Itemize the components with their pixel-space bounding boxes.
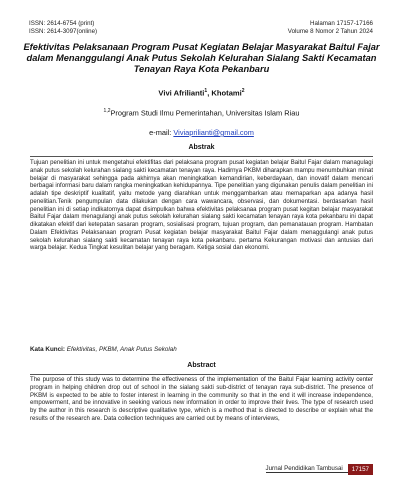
author-1-sup: 1 bbox=[204, 88, 208, 94]
abstract-heading: Abstract bbox=[187, 362, 216, 369]
affiliation-sup: 1,2 bbox=[103, 108, 111, 114]
author-list bbox=[0, 88, 403, 98]
email-line bbox=[0, 128, 403, 137]
email-label: e-mail: bbox=[149, 128, 174, 137]
author-2: , Khotami bbox=[207, 88, 242, 98]
affiliation bbox=[0, 108, 403, 117]
page-number: 17157 bbox=[348, 464, 373, 475]
keywords bbox=[30, 346, 373, 353]
page-range: Halaman 17157-17166 bbox=[310, 20, 373, 27]
abstrak-text: Tujuan penelitian ini untuk mengetahui efektifitas dari pelaksana program pusat kegiatan belajar Baitul Fajar dalam managulagi anak putus sekolah kelurahan sialang sakti kecamatan tenayan raya. Hadirnya PKBM diharapkan mampu menumbuhkan minat belajar di masyarakat sehingga pada akhirnya akan meningkatkan kemandirian, keberdayaan, dan inovatif dalam mencari berbagai informasi baru dalam rangka meningkatkan kehidupannya. Tipe penelitian yang digunakan penulis dalam penelitian ini adalah tipe deskriptif kualitatif, yaitu metode yang diarahkan untuk menggambarkan atau memaparkan apa adanya hasil penelitian.Tenik pengumpulan data dilakukan dengan cara wawancara, observasi, dan dokumentasi. berdasarkan hasil penelitian ini di setiap indikatornya dapat disimpulkan bahwa efektivitas pelaksanaa program pusat kegitan belajar masyarakat Baitul Fajar dalam menagulangi anak putus sekolah kelurahan sialang sakti kecamatan tenayan raya kota pekanbaru ini dapat dikatakan efektif dari ketepatan sasaran program, sosialisasi program, tujuan program, dan pemanatauan program. Hambatan Dalam Efektivitas Pelaksanaan program Pusat kegiatan belajar masyarakat Baitul Fajar dalam menaggulangi anak putus sekolah kelurahan sialang sakti kecamatan tenayan raya kota pekanbaru. pertama Kekurangan motivasi dan antusias dari warga belajar. Kedua Tingkat kesulitan belajar yang beragam. Ketiga sosial dan ekonomi. bbox=[30, 160, 373, 252]
page-footer bbox=[266, 464, 374, 474]
author-1: Vivi Afrilianti bbox=[158, 88, 205, 98]
issn-online: ISSN: 2614-3097(online) bbox=[29, 28, 98, 35]
keywords-label: Kata Kunci: bbox=[30, 346, 65, 353]
author-2-sup: 2 bbox=[241, 88, 245, 94]
divider bbox=[30, 374, 373, 375]
volume-block bbox=[288, 20, 373, 36]
keywords-text: Efektivitas, PKBM, Anak Putus Sekolah bbox=[66, 346, 177, 353]
journal-name: Jurnal Pendidikan Tambusai bbox=[266, 465, 348, 473]
affiliation-text: Program Studi Ilmu Pemerintahan, Universitas Islam Riau bbox=[110, 108, 300, 118]
divider bbox=[30, 156, 373, 157]
issn-block bbox=[29, 20, 97, 36]
issn-print: ISSN: 2614-6754 (print) bbox=[29, 20, 95, 27]
volume-info: Volume 8 Nomor 2 Tahun 2024 bbox=[287, 28, 373, 35]
email-link[interactable]: Viviaprilianti@gmail.com bbox=[173, 128, 254, 137]
paper-title: Efektivitas Pelaksanaan Program Pusat Kegiatan Belajar Masyarakat Baitul Fajar dalam Menanggulangi Anak Putus Sekolah Kelurahan Sialang Sakti Kecamatan Tenayan Raya Kota Pekanbaru bbox=[23, 42, 380, 75]
abstrak-heading: Abstrak bbox=[188, 144, 215, 151]
abstract-text: The purpose of this study was to determine the effectiveness of the implementation of the Baitul Fajar learning activity center program in helping children drop out of school in the sialang sakti sub-district of tenayan raya sub-district. The presence of PKBM is expected to be able to foster interest in learning in the community so that in the end it will increase independence, empowerment, and be innovative in seeking various new information in order to improve their lives. The type of research used by the author in this research is descriptive qualitative type, which is a method that is directed to describe or explain what the results of the research are. Data collection techniques are carried out by means of interviews, bbox=[30, 377, 373, 422]
